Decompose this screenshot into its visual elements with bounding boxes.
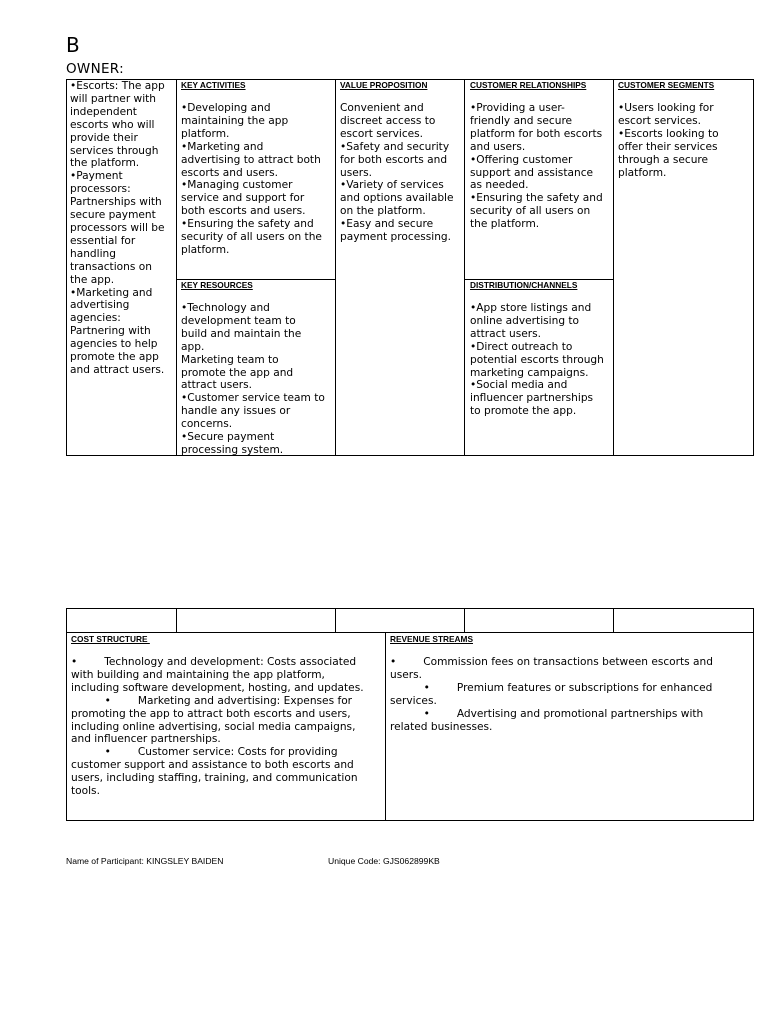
tab-divider (176, 609, 177, 633)
column-divider (335, 80, 336, 455)
customer-segments-cell (618, 80, 752, 179)
column-divider (385, 632, 386, 820)
column-divider (613, 80, 614, 455)
column-divider (464, 80, 465, 455)
business-model-canvas-top (66, 79, 754, 456)
row-divider (67, 632, 753, 633)
value-proposition-cell (340, 80, 464, 244)
revenue-item: • Advertising and promotional partnerships with related businesses. (390, 707, 704, 733)
business-model-canvas-bottom (66, 608, 754, 821)
value-proposition-title: VALUE PROPOSITION (340, 80, 428, 90)
customer-segments-title: CUSTOMER SEGMENTS (618, 80, 715, 90)
cost-item: • Technology and development: Costs associated with building and maintaining the app platform, including software development, hosting, and updates. (71, 656, 364, 694)
key-resources-text: •Technology and development team to build and maintain the app. Marketing team to promote the app and attract users. •Customer service team to handle any issues or concerns. •Secure payment processing system. (181, 302, 325, 456)
key-partners-text: •Escorts: The app will partner with independent escorts who will provide their services through the platform. •Payment processors: Partnerships with secure payment processors will be essential for handling transactions on the app. •Marketing and advertising agencies: Partnering with agencies to help promote the app and attract users. (70, 80, 165, 376)
key-activities-text: •Developing and maintaining the app platform. •Marketing and advertising to attract both escorts and users. •Managing customer service and support for both escorts and users. •Ensuring the safety and security of all users on the platform. (181, 102, 322, 256)
customer-relationships-title: CUSTOMER RELATIONSHIPS (470, 80, 587, 90)
column-divider (176, 80, 177, 455)
tab-divider (335, 609, 336, 633)
revenue-item: • Premium features or subscriptions for enhanced services. (390, 681, 713, 707)
customer-relationships-cell (470, 80, 613, 279)
channels-title: DISTRIBUTION/CHANNELS (470, 280, 578, 290)
cost-item: • Customer service: Costs for providing customer support and assistance to both escorts and users, including staffing, training, and communication tools. (71, 746, 358, 798)
participant-name: Name of Participant: KINGSLEY BAIDEN (66, 856, 224, 866)
channels-text: •App store listings and online advertising to attract users. •Direct outreach to potential escorts through marketing campaigns. •Social media and influencer partnerships to promote the app. (470, 302, 604, 418)
key-resources-title: KEY RESOURCES (181, 280, 253, 290)
revenue-streams-title: REVENUE STREAMS (390, 634, 473, 644)
value-proposition-text: Convenient and discreet access to escort services. •Safety and security for both escorts and users. •Variety of services and options available on the platform. •Easy and secure payment processing. (340, 102, 454, 244)
key-activities-title: KEY ACTIVITIES (181, 80, 246, 90)
cost-structure-cell (71, 634, 376, 798)
revenue-item: • Commission fees on transactions between escorts and users. (390, 656, 713, 681)
cost-structure-title: COST STRUCTURE (71, 634, 150, 644)
customer-relationships-text: •Providing a user- friendly and secure platform for both escorts and users. •Offering customer support and assistance as needed. •Ensuring the safety and security of all users on the platform. (470, 102, 603, 231)
cost-item: • Marketing and advertising: Expenses for promoting the app to attract both escorts and users, including online advertising, social media campaigns, and influencer partnerships. (71, 694, 356, 746)
unique-code: Unique Code: GJS062899KB (328, 856, 440, 866)
owner-label: OWNER: (66, 61, 124, 77)
page-letter: B (66, 33, 80, 57)
key-resources-cell (181, 280, 335, 456)
tab-divider (613, 609, 614, 633)
tab-divider (464, 609, 465, 633)
channels-cell (470, 280, 613, 456)
key-activities-cell (181, 80, 335, 279)
revenue-streams-cell (390, 634, 728, 733)
customer-segments-text: •Users looking for escort services. •Escorts looking to offer their services through a secure platform. (618, 102, 719, 179)
key-partners-cell (70, 80, 175, 377)
